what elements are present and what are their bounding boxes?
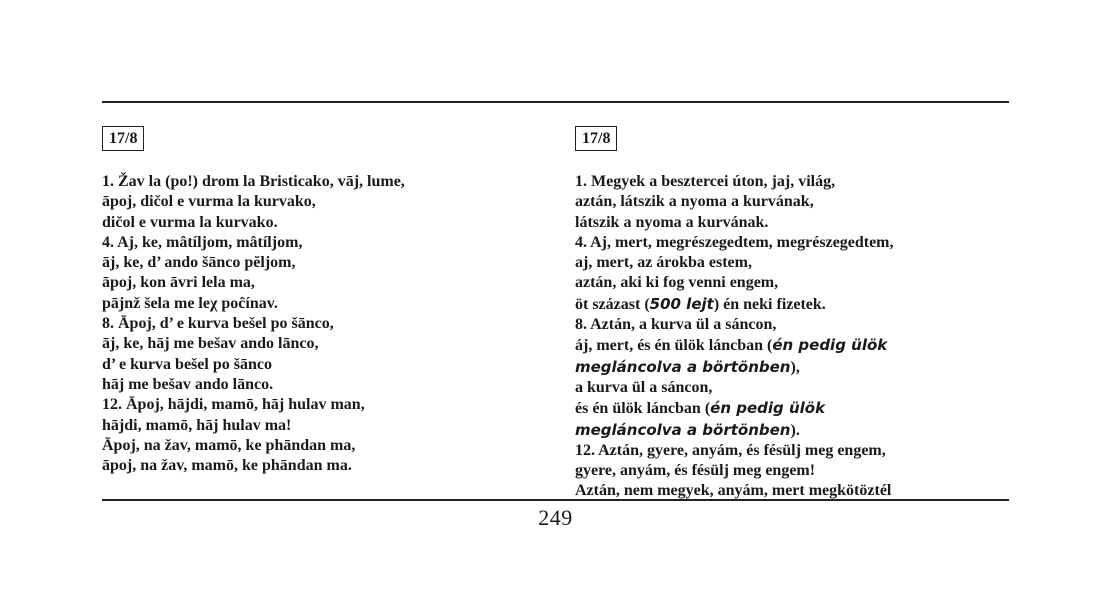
verse-line xyxy=(575,335,1009,356)
page-number: 249 xyxy=(538,505,573,530)
song-number-label: 17/8 xyxy=(575,126,617,151)
verse-line xyxy=(575,461,1009,481)
romani-column xyxy=(102,126,542,476)
verse-line: āpoj, na žav, mamō, ke phāndan ma. xyxy=(102,457,352,475)
verse-text: 8. Aztán, a kurva ül a sáncon, xyxy=(575,316,777,334)
bottom-rule xyxy=(102,499,1009,501)
verse-line xyxy=(575,378,1009,398)
verse-line: 1. Žav la (po!) drom la Bristicako, vāj, lume, xyxy=(102,173,405,190)
verse-text: gyere, anyám, és fésülj meg engem! xyxy=(575,462,816,480)
verse-line xyxy=(575,253,1009,273)
verse-text: a kurva ül a sáncon, xyxy=(575,378,713,396)
verse-line xyxy=(575,441,1009,461)
verse-line xyxy=(575,398,1009,419)
verse-line xyxy=(575,172,1009,192)
top-rule xyxy=(102,101,1009,103)
verse-text: látszik a nyoma a kurvának. xyxy=(575,213,769,231)
verse-line: āpoj, kon āvri lela ma, xyxy=(102,274,255,292)
song-number-label: 17/8 xyxy=(102,126,144,151)
verse-line: Āpoj, na žav, mamō, ke phāndan ma, xyxy=(102,436,356,454)
verse-line xyxy=(575,233,1009,253)
verse-line xyxy=(575,213,1009,233)
verse-line xyxy=(575,315,1009,335)
verse-line: hājdi, mamō, hāj hulav ma! xyxy=(102,416,292,434)
verse-text: ) én neki fizetek. xyxy=(713,295,826,313)
italic-gloss: megláncolva a börtönben xyxy=(575,357,791,376)
verse-text: aztán, aki ki fog venni engem, xyxy=(575,274,779,292)
verse-line: 12. Āpoj, hājdi, mamō, hāj hulav man, xyxy=(102,396,365,414)
verse-text: Aztán, nem megyek, anyám, mert megkötöztél xyxy=(575,482,892,500)
italic-gloss: én pedig ülök xyxy=(710,399,826,418)
hungarian-verse xyxy=(575,172,1009,502)
verse-text: öt százast ( xyxy=(575,295,650,313)
italic-gloss: én pedig ülök xyxy=(772,336,888,355)
verse-line: āpoj, dičol e vurma la kurvako, xyxy=(102,193,316,211)
verse-line xyxy=(575,192,1009,212)
verse-text: aztán, látszik a nyoma a kurvának, xyxy=(575,193,814,211)
verse-text: és én ülök láncban ( xyxy=(575,400,711,418)
verse-line: āj, ke, hāj me bešav ando lānco, xyxy=(102,335,319,353)
verse-text: 4. Aj, mert, megrészegedtem, megrészegedtem, xyxy=(575,233,894,251)
verse-line xyxy=(575,273,1009,293)
verse-line xyxy=(575,357,1009,378)
verse-line xyxy=(575,420,1009,441)
verse-line: pājnž šela me leχ poĉínav. xyxy=(102,294,278,312)
verse-line: d’ e kurva bešel po šānco xyxy=(102,355,272,373)
verse-text: 1. Megyek a besztercei úton, jaj, világ, xyxy=(575,173,836,190)
verse-text: ), xyxy=(790,358,800,376)
verse-line: 4. Aj, ke, mâtíljom, mâtíljom, xyxy=(102,233,303,251)
verse-line: hāj me bešav ando lānco. xyxy=(102,375,274,393)
romani-verse xyxy=(102,172,542,476)
verse-line xyxy=(575,294,1009,315)
italic-gloss: 500 lejt xyxy=(649,294,714,313)
verse-line: dičol e vurma la kurvako. xyxy=(102,213,278,231)
verse-line: 8. Āpoj, d’ e kurva bešel po šānco, xyxy=(102,315,334,333)
verse-text: 12. Aztán, gyere, anyám, és fésülj meg engem, xyxy=(575,441,886,459)
verse-text: áj, mert, és én ülök láncban ( xyxy=(575,337,773,355)
hungarian-column xyxy=(575,126,1009,502)
verse-text: ). xyxy=(790,421,800,439)
verse-line: āj, ke, d’ ando šānco pĕljom, xyxy=(102,254,296,272)
italic-gloss: megláncolva a börtönben xyxy=(575,420,791,439)
verse-text: aj, mert, az árokba estem, xyxy=(575,254,752,272)
